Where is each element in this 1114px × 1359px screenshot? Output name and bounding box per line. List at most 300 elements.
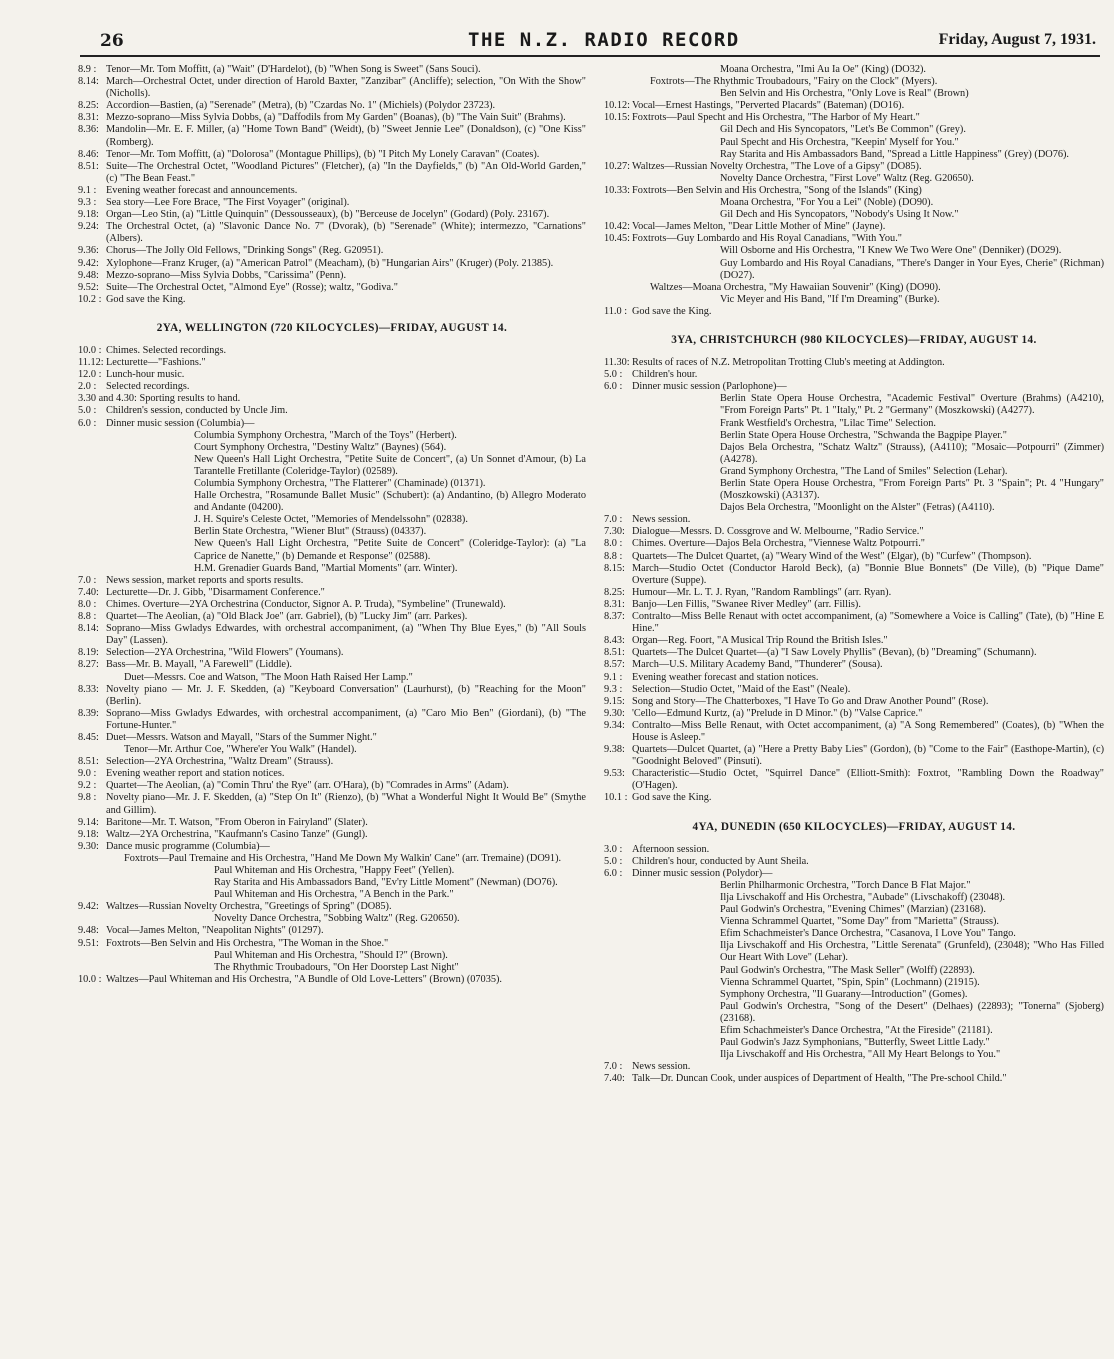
entry-time: 9.30:: [604, 707, 625, 719]
listing-entry: [78, 282, 586, 294]
entry-time: 8.45:: [78, 731, 99, 743]
entry-text: Gil Dech and His Syncopators, "Let's Be Common" (Grey).: [720, 124, 966, 136]
listing-entry: [604, 478, 1104, 502]
entry-text: Children's hour.: [632, 369, 698, 381]
entry-time: 9.36:: [78, 245, 99, 257]
entry-text: March—U.S. Military Academy Band, "Thunderer" (Sousa).: [632, 659, 883, 671]
listing-entry: [604, 258, 1104, 282]
entry-text: Ilja Livschakoff and His Orchestra, "Little Serenata" (Grunfeld), (23048); "Who Has Filled Our Heart With Love" (Lehar).: [720, 940, 1104, 964]
listing-entry: [604, 989, 1104, 1001]
listing-entry: [604, 587, 1104, 599]
entry-time: 10.0 :: [78, 973, 102, 985]
listing-entry: [78, 877, 586, 889]
entry-time: 9.3 :: [78, 197, 97, 209]
entry-time: 9.8 :: [78, 792, 97, 804]
entry-text: Foxtrots—The Rhythmic Troubadours, "Fairy on the Clock" (Myers).: [650, 76, 938, 88]
entry-text: Paul Godwin's Orchestra, "The Mask Seller" (Wolff) (22893).: [720, 964, 975, 976]
entry-text: God save the King.: [106, 293, 186, 305]
entry-text: Ben Selvin and His Orchestra, "Only Love is Real" (Brown): [720, 88, 969, 100]
entry-time: 9.51:: [78, 937, 99, 949]
entry-time: 10.12:: [604, 100, 631, 112]
listing-entry: [78, 659, 586, 671]
listing-entry: [604, 904, 1104, 916]
entry-time: 10.2 :: [78, 293, 102, 305]
entry-text: 'Cello—Edmund Kurtz, (a) "Prelude in D Minor." (b) "Valse Caprice.": [632, 707, 923, 719]
listing-entry: [604, 197, 1104, 209]
entry-time: 12.0 :: [78, 369, 102, 381]
entry-time: 8.0 :: [604, 538, 623, 550]
entry-text: The Rhythmic Troubadours, "On Her Doorstep Last Night": [214, 961, 459, 973]
entry-time: 8.43:: [604, 635, 625, 647]
listing-entry: [78, 889, 586, 901]
listing-entry: [604, 88, 1104, 100]
listing-entry: [78, 345, 586, 357]
entry-time: 8.31:: [604, 598, 625, 610]
listing-entry: [78, 185, 586, 197]
listing-entry: [604, 418, 1104, 430]
entry-text: Vic Meyer and His Band, "If I'm Dreaming" (Burke).: [720, 293, 940, 305]
entry-text: Paul Specht and His Orchestra, "Keepin' Myself for You.": [720, 136, 959, 148]
masthead: THE N.Z. RADIO RECORD: [468, 29, 740, 51]
entry-time: 9.34:: [604, 719, 625, 731]
entry-text: Novelty piano — Mr. J. F. Skedden, (a) "Keyboard Conversation" (Laurhurst), (b) "Reaching for the Moon" (Berlin).: [106, 683, 586, 707]
entry-text: Waltzes—Paul Whiteman and His Orchestra, "A Bundle of Old Love-Letters" (Brown) (07035).: [106, 973, 502, 985]
listing-entry: [604, 112, 1104, 124]
listing-entry: [78, 258, 586, 270]
listing-entry: [604, 161, 1104, 173]
listing-entry: [604, 514, 1104, 526]
entry-text: Dialogue—Messrs. D. Cossgrove and W. Melbourne, "Radio Service.": [632, 526, 924, 538]
entry-text: Organ—Leo Stin, (a) "Little Quinquin" (Dessousseaux), (b) "Berceuse de Jocelyn" (Godard) (Poly. 23167).: [106, 209, 550, 221]
listing-entry: [78, 294, 586, 306]
listing-entry: [78, 209, 586, 221]
listing-entry: [78, 817, 586, 829]
entry-time: 9.48:: [78, 925, 99, 937]
entry-text: March—Studio Octet (Conductor Harold Beck), (a) "Bonnie Blue Bonnets" (De Ville), (b) "Pique Dame" Overture (Suppe).: [632, 562, 1104, 586]
entry-text: Bass—Mr. B. Mayall, "A Farewell" (Liddle).: [106, 659, 293, 671]
listing-entry: [604, 744, 1104, 768]
entry-text: Quartets—The Dulcet Quartet, (a) "Weary Wind of the West" (Elgar), (b) "Curfew" (Thompson).: [632, 550, 1032, 562]
entry-time: 8.0 :: [78, 598, 97, 610]
entry-text: News session.: [632, 514, 691, 526]
listing-entry: [604, 1037, 1104, 1049]
3ya-listings: [604, 357, 1104, 804]
listing-entry: [78, 418, 586, 430]
entry-text: Suite—The Orchestral Octet, "Woodland Pictures" (Fletcher), (a) "In the Dayfields," (b) "An Old-World Garden," (c) "The Bean Feast.": [106, 160, 586, 184]
entry-text: Berlin Philharmonic Orchestra, "Torch Dance B Flat Major.": [720, 879, 971, 891]
entry-time: 9.24:: [78, 221, 99, 233]
entry-text: Waltzes—Russian Novelty Orchestra, "The Love of a Gipsy" (DO85).: [632, 160, 922, 172]
entry-text: God save the King.: [632, 792, 712, 804]
entry-time: 8.15:: [604, 562, 625, 574]
listing-entry: [604, 659, 1104, 671]
listing-entry: [78, 623, 586, 647]
listing-entry: [78, 161, 586, 185]
entry-time: 8.14:: [78, 76, 99, 88]
entry-text: Suite—The Orchestral Octet, "Almond Eye" (Rosse); waltz, "Godiva.": [106, 281, 398, 293]
entry-text: Gil Dech and His Syncopators, "Nobody's Using It Now.": [720, 209, 959, 221]
listing-entry: [78, 221, 586, 245]
listing-entry: [604, 1073, 1104, 1085]
listing-entry: [604, 430, 1104, 442]
entry-text: News session.: [632, 1061, 691, 1073]
listing-entry: [604, 856, 1104, 868]
entry-text: Foxtrots—Ben Selvin and His Orchestra, "Song of the Islands" (King): [632, 184, 922, 196]
entry-time: 8.31:: [78, 112, 99, 124]
entry-text: March—Orchestral Octet, under direction of Harold Baxter, "Zanzibar" (Ancliffe); selection, "On With the Show" (Nicholls).: [106, 76, 586, 100]
entry-time: 10.33:: [604, 184, 631, 196]
entry-text: Soprano—Miss Gwladys Edwardes, with orchestral accompaniment, (a) "When Thy Blue Eyes," (b) "All Souls Day" (Lassen).: [106, 623, 586, 647]
listing-entry: [604, 357, 1104, 369]
entry-text: Paul Godwin's Jazz Symphonians, "Butterfly, Sweet Little Lady.": [720, 1037, 990, 1049]
listing-entry: [78, 756, 586, 768]
entry-text: J. H. Squire's Celeste Octet, "Memories of Mendelssohn" (02838).: [194, 514, 468, 526]
entry-time: 10.15:: [604, 112, 631, 124]
entry-time: 8.37:: [604, 611, 625, 623]
entry-time: 7.0 :: [604, 1061, 623, 1073]
listing-entry: [604, 100, 1104, 112]
entry-time: 6.0 :: [78, 417, 97, 429]
entry-text: Foxtrots—Ben Selvin and His Orchestra, "The Woman in the Shoe.": [106, 937, 389, 949]
entry-text: Evening weather report and station notices.: [106, 768, 285, 780]
entry-text: Berlin State Opera House Orchestra, "Academic Festival" Overture (Brahms) (A4210), "From Foreign Parts" Pt. 1 "Italy," Pt. 2 "Germany" (Moszkowski) (A4277).: [720, 393, 1104, 417]
listing-entry: [78, 454, 586, 478]
entry-text: Selected recordings.: [106, 381, 190, 393]
entry-text: New Queen's Hall Light Orchestra, "Petite Suite de Concert" (Coleridge-Taylor): (a) "La Caprice de Nanette," (b) Demande et Response" (02588).: [194, 538, 586, 562]
listing-entry: [78, 938, 586, 950]
entry-time: 10.45:: [604, 233, 631, 245]
listing-entry: [78, 270, 586, 282]
entry-time: 9.18:: [78, 209, 99, 221]
entry-time: 2.0 :: [78, 381, 97, 393]
entry-time: 9.14:: [78, 816, 99, 828]
entry-time: 8.46:: [78, 148, 99, 160]
entry-time: 8.51:: [78, 756, 99, 768]
listing-entry: [78, 490, 586, 514]
entry-time: 7.30:: [604, 526, 625, 538]
listing-entry: [604, 696, 1104, 708]
listing-entry: [78, 841, 586, 853]
left-column: [78, 64, 586, 986]
listing-entry: [78, 112, 586, 124]
entry-time: 10.42:: [604, 221, 631, 233]
listing-entry: [604, 76, 1104, 88]
listing-entry: [78, 672, 586, 684]
listing-entry: [78, 744, 586, 756]
listing-entry: [78, 950, 586, 962]
entry-time: 9.48:: [78, 269, 99, 281]
entry-text: Foxtrots—Paul Specht and His Orchestra, "The Harbor of My Heart.": [632, 112, 920, 124]
listing-entry: [78, 563, 586, 575]
entry-time: 8.19:: [78, 647, 99, 659]
entry-time: 7.0 :: [604, 514, 623, 526]
entry-text: Xylophone—Franz Kruger, (a) "American Patrol" (Meacham), (b) "Hungarian Airs" (Kruger) (Poly. 21385).: [106, 257, 554, 269]
entry-time: 3.0 :: [604, 843, 623, 855]
entry-text: Dance music programme (Columbia)—: [106, 840, 270, 852]
entry-time: 8.51:: [604, 647, 625, 659]
entry-text: God save the King.: [632, 305, 712, 317]
listing-entry: [604, 720, 1104, 744]
entry-text: News session, market reports and sports results.: [106, 574, 304, 586]
entry-time: 6.0 :: [604, 867, 623, 879]
listing-entry: [78, 526, 586, 538]
listing-entry: [604, 792, 1104, 804]
entry-text: Results of races of N.Z. Metropolitan Trotting Club's meeting at Addington.: [632, 357, 945, 369]
listing-entry: [604, 502, 1104, 514]
entry-text: Waltz—2YA Orchestrina, "Kaufmann's Casino Tanze" (Gungl).: [106, 828, 368, 840]
entry-text: Tenor—Mr. Tom Moffitt, (a) "Wait" (D'Hardelot), (b) "When Song is Sweet" (Sans Souci).: [106, 64, 481, 75]
listing-entry: [604, 1025, 1104, 1037]
listing-entry: [604, 880, 1104, 892]
entry-time: 5.0 :: [78, 405, 97, 417]
entry-time: 11.30:: [604, 357, 630, 369]
entry-time: 8.27:: [78, 659, 99, 671]
listing-entry: [604, 393, 1104, 417]
listing-entry: [78, 732, 586, 744]
entry-text: Dajos Bela Orchestra, "Moonlight on the Alster" (Fetras) (A4110).: [720, 502, 995, 514]
listing-entry: [78, 538, 586, 562]
listing-entry: [78, 430, 586, 442]
entry-time: 7.40:: [604, 1073, 625, 1085]
prev-station-listings: [78, 64, 586, 306]
entry-text: Soprano—Miss Gwladys Edwardes, with orchestral accompaniment, (a) "Caro Mio Ben" (Giordani), (b) "The Fortune-Hunter.": [106, 707, 586, 731]
entry-text: Novelty Dance Orchestra, "Sobbing Waltz" (Reg. G20650).: [214, 913, 460, 925]
entry-time: 9.1 :: [78, 184, 97, 196]
entry-time: 9.2 :: [78, 780, 97, 792]
entry-text: Lecturette—Dr. J. Gibb, "Disarmament Conference.": [106, 586, 325, 598]
listing-entry: [78, 829, 586, 841]
entry-text: Columbia Symphony Orchestra, "March of the Toys" (Herbert).: [194, 429, 457, 441]
listing-entry: [78, 405, 586, 417]
entry-text: Paul Whiteman and His Orchestra, "Happy Feet" (Yellen).: [214, 865, 455, 876]
listing-entry: [604, 124, 1104, 136]
entry-text: Lecturette—"Fashions.": [106, 357, 206, 369]
listing-entry: [604, 892, 1104, 904]
entry-text: Chorus—The Jolly Old Fellows, "Drinking Songs" (Reg. G20951).: [106, 245, 384, 257]
entry-text: Tenor—Mr. Tom Moffitt, (a) "Dolorosa" (Montague Phillips), (b) "I Pitch My Lonely Caravan" (Coates).: [106, 148, 540, 160]
entry-text: Grand Symphony Orchestra, "The Land of Smiles" Selection (Lehar).: [720, 465, 1008, 477]
station-heading-4ya: 4YA, DUNEDIN (650 KILOCYCLES)—FRIDAY, AUGUST 14.: [692, 820, 1016, 833]
entry-text: Tenor—Mr. Arthur Coe, "Where'er You Walk" (Handel).: [124, 744, 357, 756]
entry-time: 9.0 :: [78, 768, 97, 780]
entry-time: 8.57:: [604, 659, 625, 671]
listing-entry: [604, 563, 1104, 587]
entry-time: 10.1 :: [604, 792, 628, 804]
entry-time: 8.33:: [78, 683, 99, 695]
listing-entry: [78, 514, 586, 526]
entry-text: Dajos Bela Orchestra, "Schatz Waltz" (Strauss), (A4110); "Mosaic—Potpourri" (Zimmer) (A4278).: [720, 441, 1104, 465]
issue-date: Friday, August 7, 1931.: [938, 31, 1096, 48]
entry-text: Foxtrots—Guy Lombardo and His Royal Canadians, "With You.": [632, 233, 902, 245]
entry-time: 9.42:: [78, 901, 99, 913]
entry-text: Guy Lombardo and His Royal Canadians, "There's Danger in Your Eyes, Cherie" (Richman) (DO27).: [720, 257, 1104, 281]
entry-text: Efim Schachmeister's Dance Orchestra, "Casanova, I Love You" Tango.: [720, 928, 1016, 940]
listing-entry: [78, 913, 586, 925]
listing-entry: [604, 64, 1104, 76]
entry-text: Talk—Dr. Duncan Cook, under auspices of Department of Health, "The Pre-school Child.": [632, 1073, 1007, 1085]
listing-entry: [604, 221, 1104, 233]
entry-time: 8.25:: [604, 586, 625, 598]
listing-entry: [78, 369, 586, 381]
listing-entry: [78, 197, 586, 209]
entry-time: 5.0 :: [604, 855, 623, 867]
2ya-listings: [78, 345, 586, 986]
entry-time: 8.25:: [78, 100, 99, 112]
listing-entry: [78, 575, 586, 587]
listing-entry: [78, 768, 586, 780]
entry-text: The Orchestral Octet, (a) "Slavonic Dance No. 7" (Dvorak), (b) "Serenade" (White); intermezzo, "Carnations" (Albers).: [106, 221, 586, 245]
entry-time: 11.12:: [78, 357, 104, 369]
listing-entry: [604, 551, 1104, 563]
listing-entry: [604, 965, 1104, 977]
listing-entry: [604, 1049, 1104, 1061]
listing-entry: [78, 647, 586, 659]
entry-text: Selection—2YA Orchestrina, "Wild Flowers" (Youmans).: [106, 647, 344, 659]
entry-time: 8.8 :: [604, 550, 623, 562]
listing-entry: [604, 442, 1104, 466]
listing-entry: [604, 684, 1104, 696]
listing-entry: [604, 294, 1104, 306]
entry-text: Novelty Dance Orchestra, "First Love" Waltz (Reg. G20650).: [720, 172, 974, 184]
listing-entry: [78, 100, 586, 112]
entry-text: H.M. Grenadier Guards Band, "Martial Moments" (arr. Winter).: [194, 562, 458, 574]
listing-entry: [604, 369, 1104, 381]
entry-text: Afternoon session.: [632, 843, 710, 855]
entry-text: Children's hour, conducted by Aunt Sheila.: [632, 855, 809, 867]
entry-time: 9.30:: [78, 840, 99, 852]
listing-entry: [604, 1061, 1104, 1073]
entry-text: Children's session, conducted by Uncle Jim.: [106, 405, 288, 417]
entry-text: Characteristic—Studio Octet, "Squirrel Dance" (Elliott-Smith): Foxtrot, "Rambling Down the Roadway" (O'Hagen).: [632, 768, 1104, 792]
entry-time: 8.36:: [78, 124, 99, 136]
listing-entry: [78, 124, 586, 148]
listing-entry: [604, 868, 1104, 880]
listing-entry: [604, 916, 1104, 928]
entry-text: Novelty piano—Mr. J. F. Skedden, (a) "Step On It" (Rienzo), (b) "What a Wonderful Night It Would Be" (Smythe and Gillim).: [106, 792, 586, 816]
entry-time: 11.0 :: [604, 305, 628, 317]
entry-text: Quartet—The Aeolian, (a) "Old Black Joe" (arr. Gabriel), (b) "Lucky Jim" (arr. Parkes).: [106, 611, 468, 623]
station-heading-2ya: 2YA, WELLINGTON (720 KILOCYCLES)—FRIDAY, AUGUST 14.: [156, 321, 508, 334]
entry-text: Berlin State Orchestra, "Wiener Blut" (Strauss) (04337).: [194, 526, 427, 538]
listing-entry: [604, 635, 1104, 647]
entry-text: Quartets—The Dulcet Quartet—(a) "I Saw Lovely Phyllis" (Bevan), (b) "Dreaming" (Schumann).: [632, 647, 1037, 659]
entry-time: 8.9 :: [78, 64, 97, 75]
entry-time: 9.53:: [604, 768, 625, 780]
entry-text: Columbia Symphony Orchestra, "The Flatterer" (Chaminade) (01371).: [194, 478, 486, 489]
entry-time: 7.0 :: [78, 574, 97, 586]
entry-text: Mezzo-soprano—Miss Sylvia Dobbs, "Carissima" (Penn).: [106, 269, 347, 281]
listing-entry: [78, 64, 586, 76]
listing-entry: [604, 149, 1104, 161]
entry-time: 9.52:: [78, 281, 99, 293]
listing-entry: [604, 245, 1104, 257]
listing-entry: [604, 844, 1104, 856]
entry-text: Ilja Livschakoff and His Orchestra, "Aubade" (Livschakoff) (23048).: [720, 892, 1006, 903]
entry-text: Chimes. Overture—Dajos Bela Orchestra, "Viennese Waltz Potpourri.": [632, 538, 926, 550]
listing-entry: [604, 526, 1104, 538]
right-column: [604, 64, 1104, 1086]
listing-entry: [78, 925, 586, 937]
entry-text: Humour—Mr. L. T. J. Ryan, "Random Ramblings" (arr. Ryan).: [632, 586, 892, 598]
entry-text: Contralto—Miss Belle Renaut with octet accompaniment, (a) "Somewhere a Voice is Calling" (Tate), (b) "Hine E Hine.": [632, 611, 1104, 635]
listing-entry: [78, 442, 586, 454]
listing-entry: [604, 599, 1104, 611]
entry-time: 9.38:: [604, 744, 625, 756]
listing-entry: [78, 780, 586, 792]
entry-time: 5.0 :: [604, 369, 623, 381]
entry-text: Duet—Messrs. Coe and Watson, "The Moon Hath Raised Her Lamp.": [124, 671, 413, 683]
entry-text: Selection—2YA Orchestrina, "Waltz Dream" (Strauss).: [106, 756, 334, 768]
listing-entry: [604, 708, 1104, 720]
entry-text: Vocal—James Melton, "Dear Little Mother of Mine" (Jayne).: [632, 221, 886, 233]
entry-text: Mandolin—Mr. E. F. Miller, (a) "Home Town Band" (Weidt), (b) "Sweet Jennie Lee" (Donaldson), (c) "One Kiss" (Romberg).: [106, 124, 586, 148]
listing-entry: [604, 209, 1104, 221]
entry-text: Efim Schachmeister's Dance Orchestra, "At the Fireside" (21181).: [720, 1025, 993, 1037]
entry-text: Paul Whiteman and His Orchestra, "A Bench in the Park.": [214, 889, 454, 901]
entry-text: Vienna Schrammel Quartet, "Some Day" from "Marietta" (Strauss).: [720, 916, 999, 928]
entry-text: Waltzes—Moana Orchestra, "My Hawaiian Souvenir" (King) (DO90).: [650, 281, 941, 293]
entry-time: 9.15:: [604, 695, 625, 707]
entry-text: Court Symphony Orchestra, "Destiny Waltz" (Baynes) (564).: [194, 441, 447, 453]
listing-entry: [78, 393, 586, 405]
listing-entry: [604, 466, 1104, 478]
listing-entry: [78, 599, 586, 611]
entry-text: Evening weather forecast and announcements.: [106, 184, 298, 196]
2ya-continued-listings: [604, 64, 1104, 318]
listing-entry: [78, 587, 586, 599]
entry-text: Vocal—Ernest Hastings, "Perverted Placards" (Bateman) (DO16).: [632, 100, 905, 112]
entry-time: 9.18:: [78, 828, 99, 840]
entry-text: Quartet—The Aeolian, (a) "Comin Thru' the Rye" (arr. O'Hara), (b) "Comrades in Arms" (Adam).: [106, 780, 509, 792]
page-number: 26: [100, 31, 124, 51]
entry-text: Baritone—Mr. T. Watson, "From Oberon in Fairyland" (Slater).: [106, 816, 368, 828]
entry-text: Mezzo-soprano—Miss Sylvia Dobbs, (a) "Daffodils from My Garden" (Boanas), (b) "The Vain Suit" (Brahms).: [106, 112, 566, 124]
entry-text: Symphony Orchestra, "Il Guarany—Introduction" (Gomes).: [720, 988, 968, 1000]
entry-text: Paul Whiteman and His Orchestra, "Should I?" (Brown).: [214, 949, 448, 961]
listing-entry: [604, 282, 1104, 294]
entry-time: 7.40:: [78, 586, 99, 598]
station-heading-3ya: 3YA, CHRISTCHURCH (980 KILOCYCLES)—FRIDAY, AUGUST 14.: [671, 333, 1037, 346]
entry-time: 9.3 :: [604, 683, 623, 695]
entry-text: Organ—Reg. Foort, "A Musical Trip Round the British Isles.": [632, 635, 888, 647]
entry-text: Selection—Studio Octet, "Maid of the East" (Neale).: [632, 683, 851, 695]
listing-entry: [78, 149, 586, 161]
entry-text: Berlin State Opera House Orchestra, "Schwanda the Bagpipe Player.": [720, 429, 1007, 441]
listing-entry: [78, 611, 586, 623]
entry-text: Ilja Livschakoff and His Orchestra, "All My Heart Belongs to You.": [720, 1049, 1001, 1061]
entry-text: Chimes. Overture—2YA Orchestrina (Conductor, Signor A. P. Truda), "Symbeline" (Trunewald).: [106, 598, 506, 610]
4ya-listings: [604, 844, 1104, 1086]
entry-time: 8.39:: [78, 707, 99, 719]
entry-text: Sea story—Lee Fore Brace, "The First Voyager" (original).: [106, 197, 350, 209]
entry-text: Vienna Schrammel Quartet, "Spin, Spin" (Lochmann) (21915).: [720, 976, 980, 988]
entry-text: Frank Westfield's Orchestra, "Lilac Time" Selection.: [720, 417, 936, 429]
entry-text: Will Osborne and His Orchestra, "I Knew We Two Were One" (Denniker) (DO29).: [720, 245, 1062, 257]
listing-entry: [604, 977, 1104, 989]
entry-text: Song and Story—The Chatterboxes, "I Have To Go and Draw Another Pound" (Rose).: [632, 695, 989, 707]
entry-text: Accordion—Bastien, (a) "Serenade" (Metra), (b) "Czardas No. 1" (Michiels) (Polydor 23723).: [106, 100, 496, 112]
entry-time: 8.51:: [78, 160, 99, 172]
listing-entry: [604, 768, 1104, 792]
entry-text: Contralto—Miss Belle Renaut, with Octet accompaniment, (a) "A Song Remembered" (Coates), (b) "When the House is Asleep.": [632, 719, 1104, 743]
entry-text: Dinner music session (Parlophone)—: [632, 381, 787, 393]
entry-text: Halle Orchestra, "Rosamunde Ballet Music" (Schubert): (a) Andantino, (b) Allegro Moderato and Andante (04200).: [194, 490, 586, 514]
listing-entry: [78, 684, 586, 708]
listing-entry: [604, 233, 1104, 245]
listing-entry: [78, 357, 586, 369]
entry-text: Waltzes—Russian Novelty Orchestra, "Greetings of Spring" (DO85).: [106, 901, 392, 913]
listing-entry: [78, 865, 586, 877]
